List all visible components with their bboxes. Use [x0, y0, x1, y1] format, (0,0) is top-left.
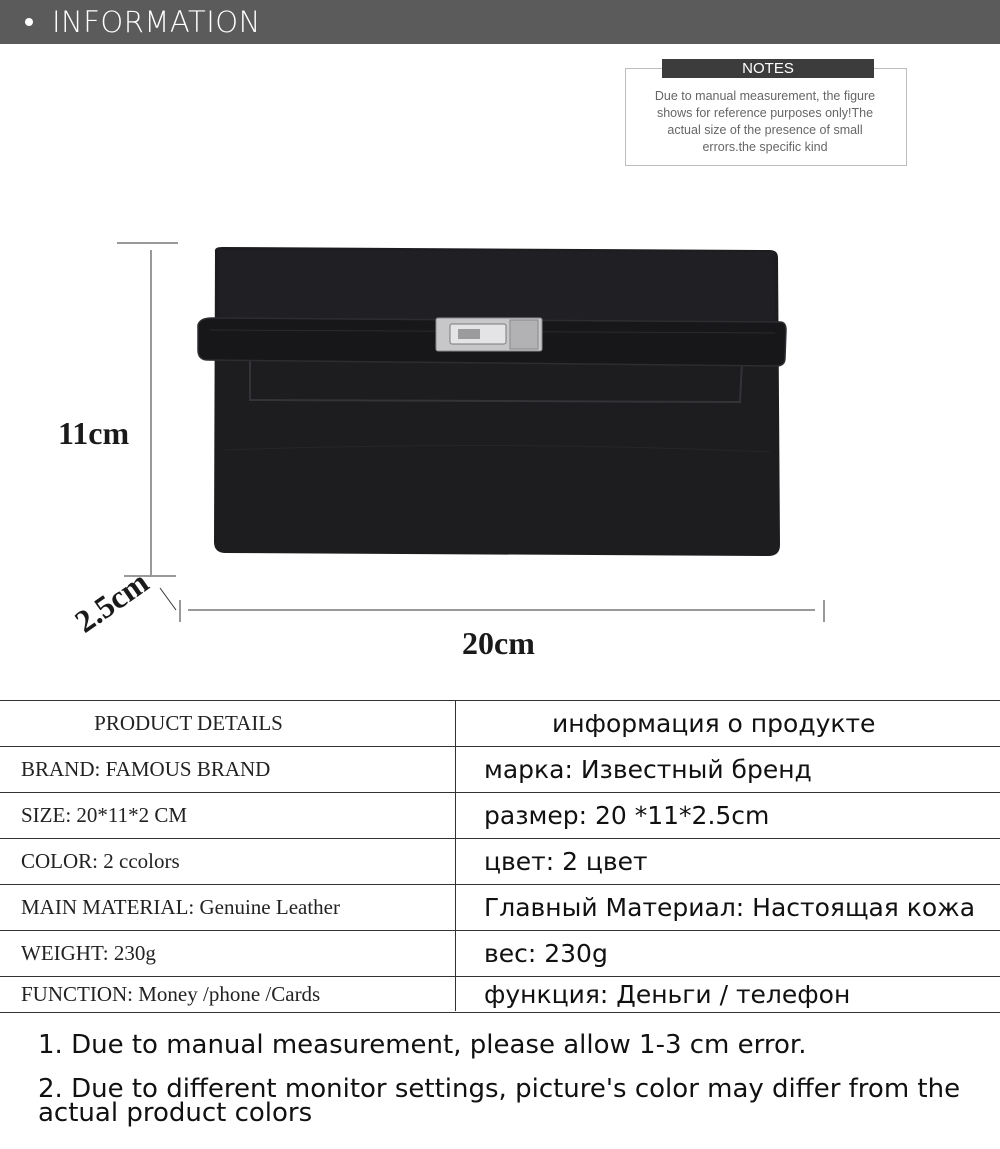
row-value: вес: 230g: [484, 939, 608, 968]
notes-text-line: Due to manual measurement, the figure: [654, 89, 876, 103]
product-details-table: [0, 700, 1000, 1013]
table-row: [0, 885, 1000, 931]
notes-text-line: actual size of the presence of small: [667, 123, 863, 137]
width-label: 20cm: [462, 625, 535, 661]
notes-text-line: shows for reference purposes only!The: [656, 106, 874, 120]
notes-text-line: errors.the specific kind: [702, 140, 828, 154]
bullet-icon: [25, 18, 33, 26]
row-label: MAIN MATERIAL: Genuine Leather: [0, 885, 456, 930]
clasp-plate: [510, 320, 538, 349]
row-label: FUNCTION: Money /phone /Cards: [0, 977, 456, 1011]
notes-box: [625, 60, 907, 166]
product-info-heading: информация о продукте: [552, 709, 876, 738]
footnote-item: 1. Due to manual measurement, please allow 1-3 cm error.: [38, 1030, 807, 1060]
height-label: 11cm: [58, 415, 130, 451]
header-cell-right: [457, 701, 1000, 746]
row-label: WEIGHT: 230g: [0, 931, 456, 976]
table-row: [0, 793, 1000, 839]
table-row: [0, 931, 1000, 977]
dim-depth-line: [160, 588, 176, 610]
row-value: марка: Известный бренд: [484, 755, 812, 784]
row-value: цвет: 2 цвет: [484, 847, 648, 876]
wallet-illustration: [0, 190, 1000, 700]
row-value: Главный Материал: Настоящая кожа: [484, 893, 976, 922]
product-details-heading: PRODUCT DETAILS: [94, 711, 283, 735]
notes-border-right: [874, 68, 906, 69]
header-title: INFORMATION: [52, 5, 261, 39]
notes-text: [632, 88, 898, 156]
notes-border-left: [626, 68, 662, 69]
row-value: размер: 20 *11*2.5cm: [484, 801, 770, 830]
table-row: [0, 839, 1000, 885]
row-label: COLOR: 2 ccolors: [0, 839, 456, 884]
row-value: функция: Деньги / телефон: [484, 979, 851, 1009]
table-header-row: [0, 701, 1000, 747]
depth-label: 2.5cm: [68, 563, 155, 640]
footnotes: [38, 1030, 978, 1128]
table-row: [0, 747, 1000, 793]
notes-label: NOTES: [662, 59, 874, 78]
table-row: [0, 977, 1000, 1011]
header-cell-left: [0, 701, 456, 746]
information-header: [0, 0, 1000, 44]
clasp-turn: [458, 329, 480, 339]
footnote-item: 2. Due to different monitor settings, picture's color may differ from the actual product colors: [38, 1074, 961, 1128]
wallet-dimension-figure: [0, 190, 1000, 700]
row-label: BRAND: FAMOUS BRAND: [0, 747, 456, 792]
row-label: SIZE: 20*11*2 CM: [0, 793, 456, 838]
